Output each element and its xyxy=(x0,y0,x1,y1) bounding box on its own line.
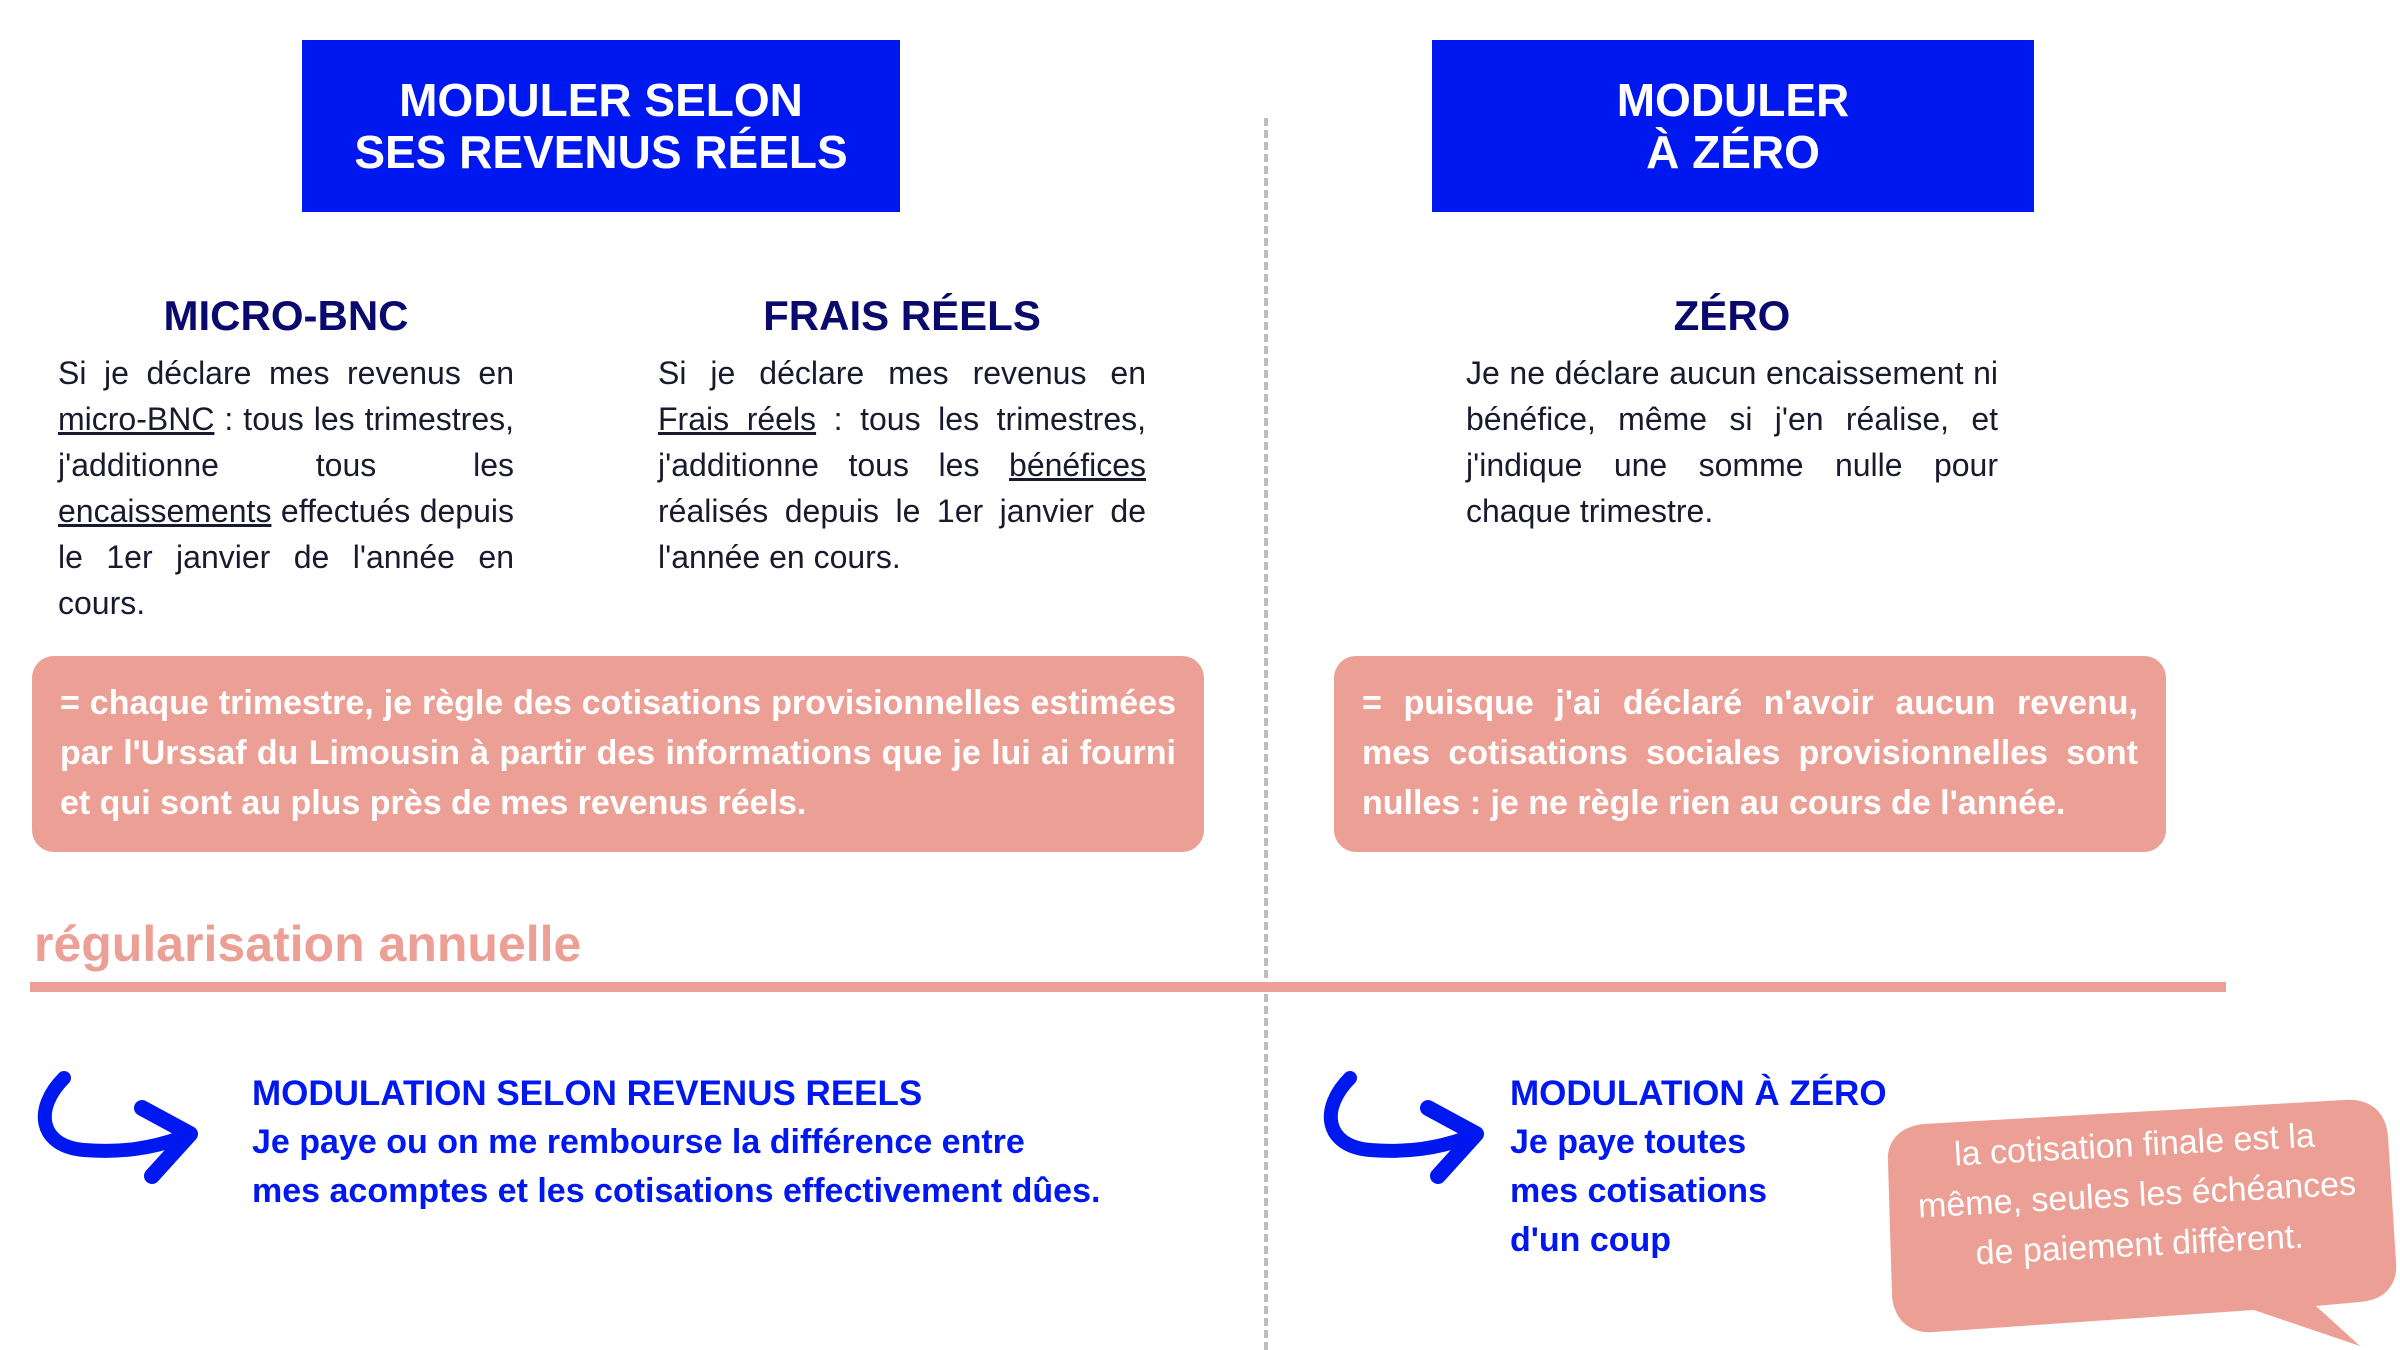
modulation-zero xyxy=(1510,1070,1930,1265)
zero-title: ZÉRO xyxy=(1673,292,1791,339)
modulation-revenus-reels-title: MODULATION SELON REVENUS REELS xyxy=(252,1074,923,1113)
modulation-zero-title: MODULATION À ZÉRO xyxy=(1510,1074,1887,1113)
header-moduler-zero xyxy=(1432,40,2034,212)
micro-bnc-title: MICRO-BNC xyxy=(163,292,409,339)
regularisation-rule xyxy=(30,982,2226,992)
benefices-term: bénéfices xyxy=(1009,447,1146,483)
cotisations-nulles-box: = puisque j'ai déclaré n'avoir aucun revenu, mes cotisations sociales provisionnelles sont nulles : je ne règle rien au cours de l'année. xyxy=(1334,656,2166,852)
cotisations-provisionnelles-box: = chaque trimestre, je règle des cotisations provisionnelles estimées par l'Urssaf du Limousin à partir des informations que je lui ai fourni et qui sont au plus près de mes revenus réels. xyxy=(32,656,1204,852)
bubble-line2: même, seules les échéances xyxy=(1917,1164,2357,1226)
frais-reels-term: Frais réels xyxy=(658,401,817,437)
modulation-zero-line3: d'un coup xyxy=(1510,1221,1672,1259)
micro-bnc-description: Si je déclare mes revenus en micro-BNC : tous les trimestres, j'additionne tous les encaissements effectués depuis le 1er janvier de l'année en cours. xyxy=(58,355,514,621)
modulation-zero-line1: Je paye toutes xyxy=(1510,1123,1747,1161)
bubble-line3: de paiement diffèrent. xyxy=(1974,1217,2305,1273)
header-right-line2: À ZÉRO xyxy=(1646,126,1820,178)
encaissements-term: encaissements xyxy=(58,493,272,529)
bubble-line1: la cotisation finale est la xyxy=(1953,1116,2316,1174)
speech-bubble-text xyxy=(1880,1107,2393,1283)
modulation-revenus-reels xyxy=(252,1070,1152,1216)
modulation-zero-line2: mes cotisations xyxy=(1510,1172,1767,1210)
modulation-revenus-reels-line2: mes acomptes et les cotisations effectivement dûes. xyxy=(252,1172,1101,1210)
frais-reels-description: Si je déclare mes revenus en Frais réels : tous les trimestres, j'additionne tous les bénéfices réalisés depuis le 1er janvier de l'année en cours. xyxy=(658,355,1147,575)
curved-arrow-icon xyxy=(30,1068,200,1188)
frais-reels-title: FRAIS RÉELS xyxy=(763,292,1041,339)
modulation-revenus-reels-line1: Je paye ou on me rembourse la différence entre xyxy=(252,1123,1025,1161)
vertical-divider xyxy=(1264,118,1268,1350)
zero-description: Je ne déclare aucun encaissement ni bénéfice, même si j'en réalise, et j'indique une somme nulle pour chaque trimestre. xyxy=(1466,355,1998,529)
regularisation-title: régularisation annuelle xyxy=(34,916,582,972)
header-right-line1: MODULER xyxy=(1616,74,1850,126)
micro-bnc-term: micro-BNC xyxy=(58,401,215,437)
curved-arrow-icon xyxy=(1316,1068,1486,1188)
header-left-line2: SES REVENUS RÉELS xyxy=(354,126,848,178)
header-left-line1: MODULER SELON xyxy=(399,74,803,126)
header-moduler-revenus-reels xyxy=(302,40,900,212)
